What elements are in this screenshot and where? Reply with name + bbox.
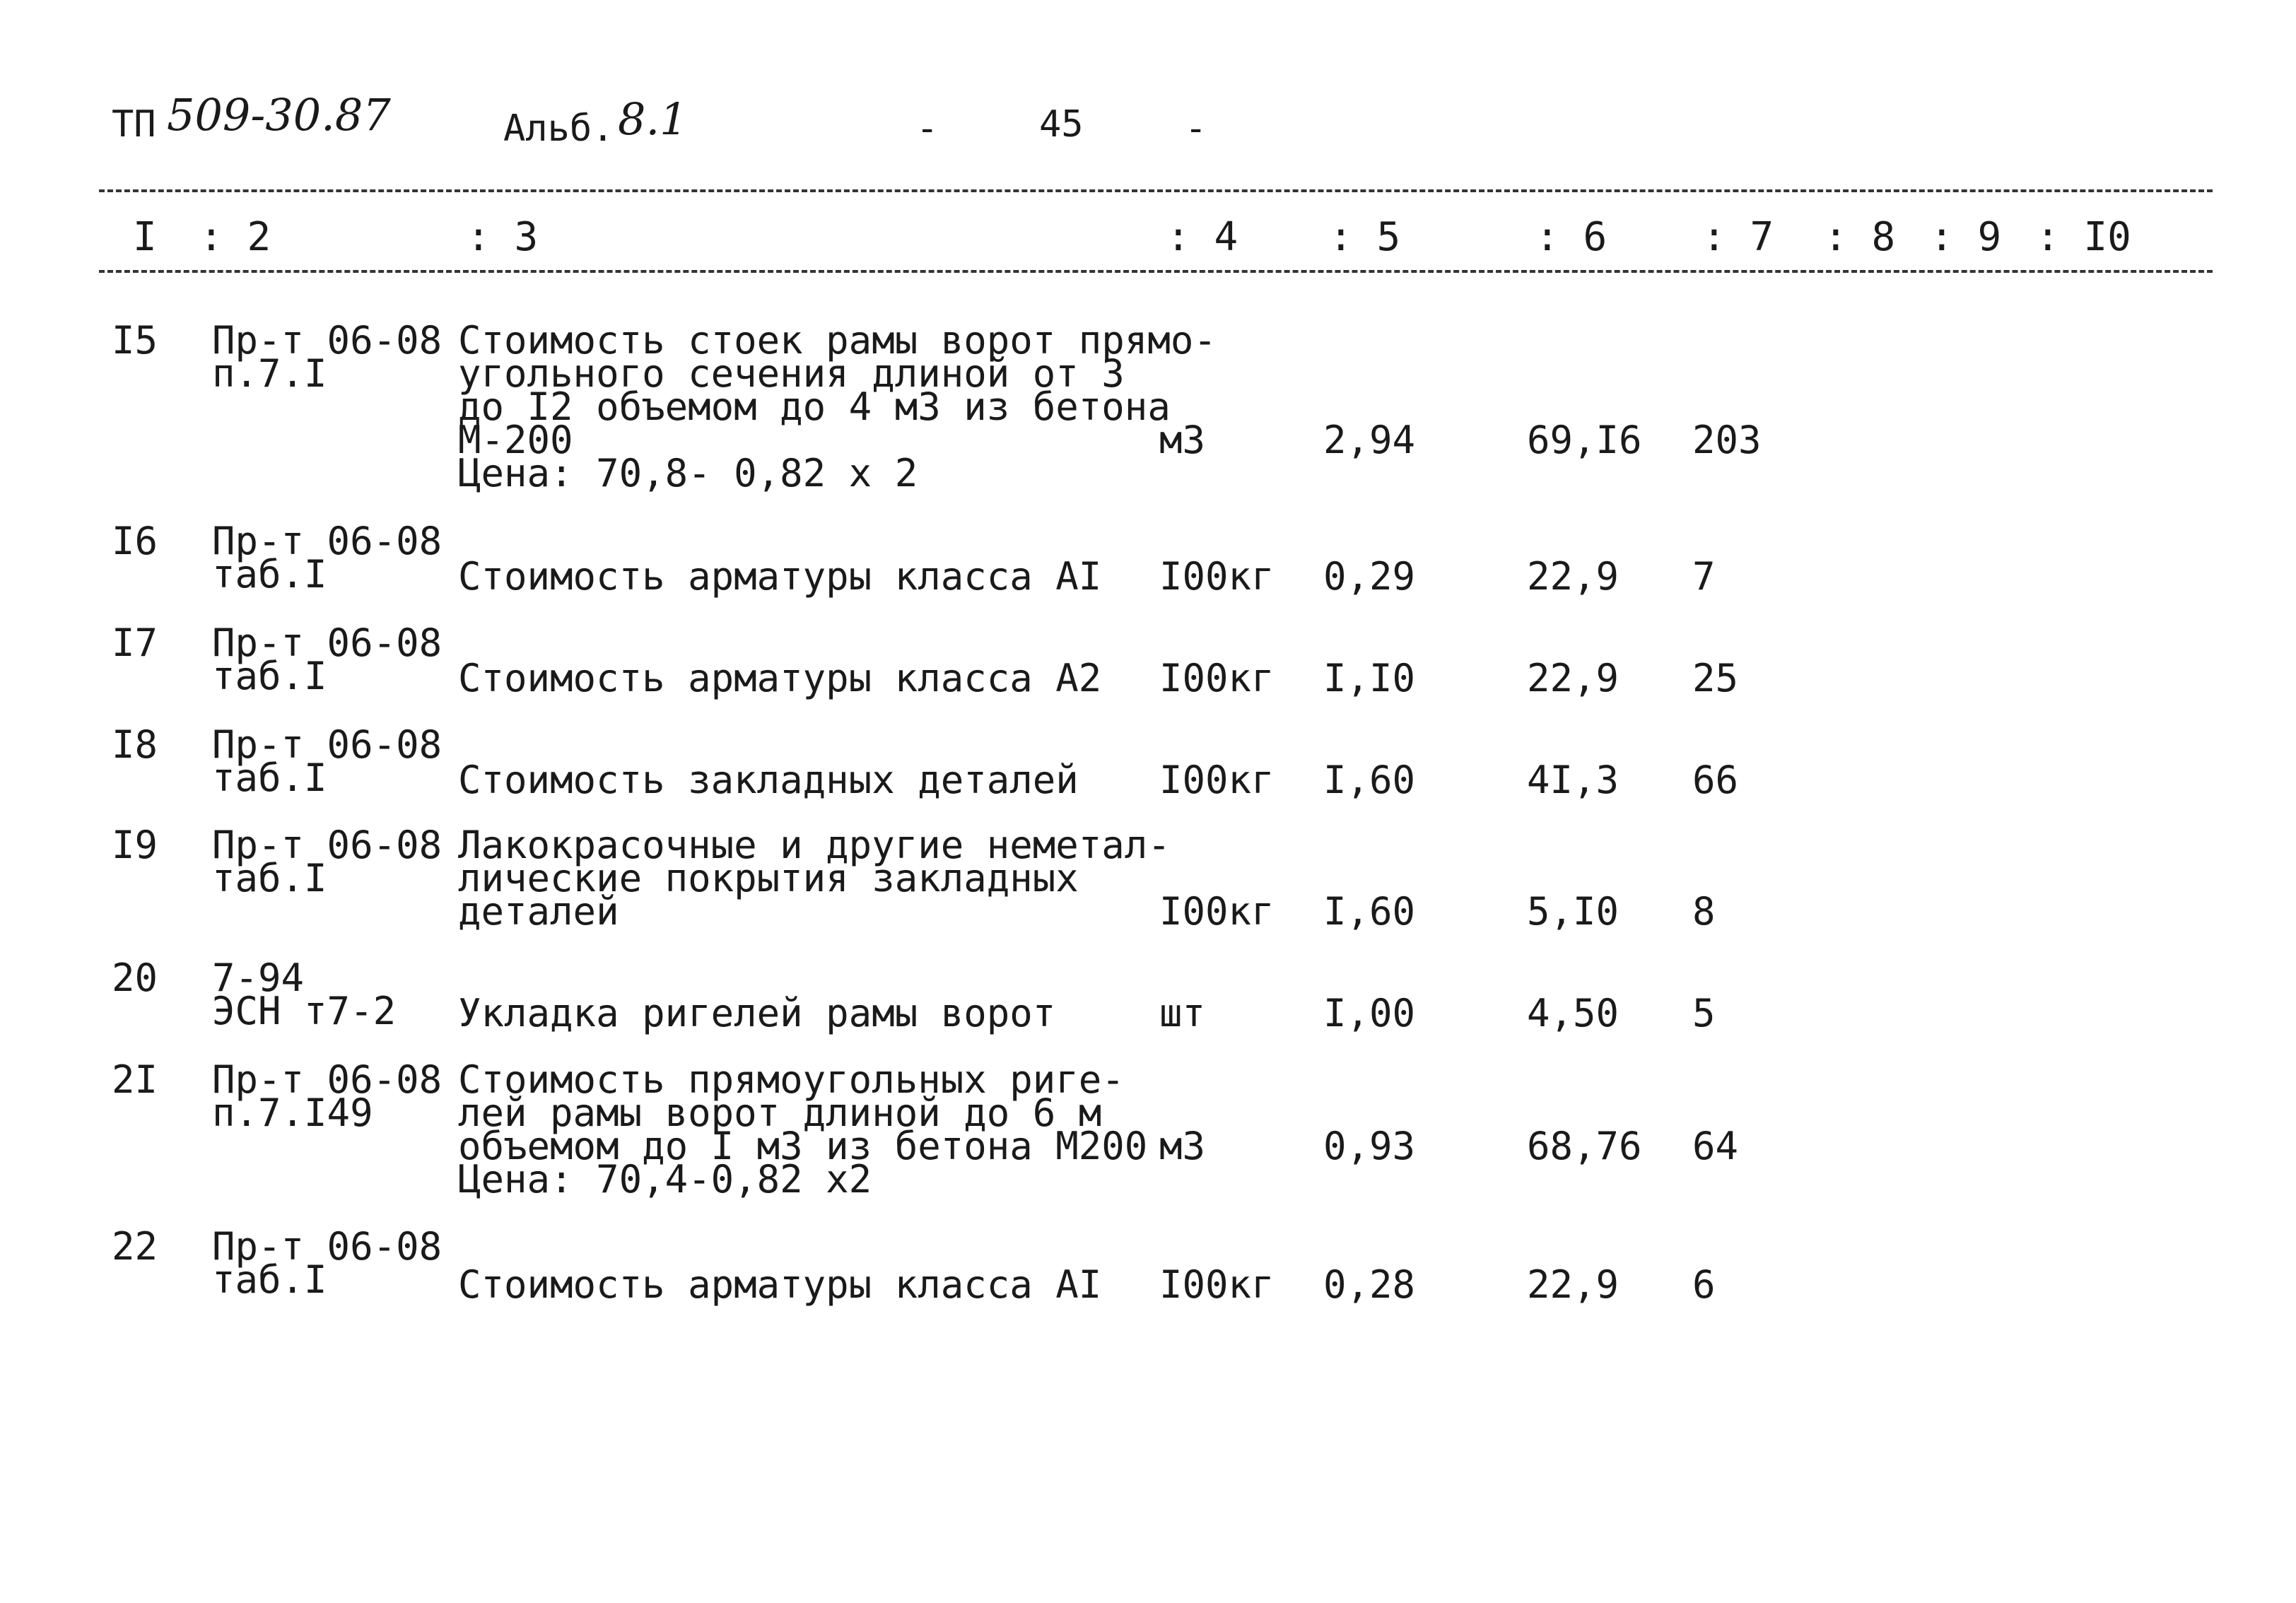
row-description-line: Стоимость арматуры класса АI <box>458 1262 1102 1307</box>
row-description-line: лей рамы ворот длиной до 6 м <box>458 1091 1102 1135</box>
row-total: 64 <box>1692 1124 1739 1168</box>
row-unit: I00кг <box>1159 656 1275 700</box>
doc-number-handwritten: 509-30.87 <box>167 89 391 141</box>
row-number: 20 <box>112 956 158 1000</box>
row-total: 8 <box>1692 889 1716 934</box>
column-number-9: : 9 <box>1930 214 2002 260</box>
row-unit: шт <box>1159 991 1206 1035</box>
row-description-line: Лакокрасочные и другие неметал- <box>458 823 1171 867</box>
row-description-line: Стоимость стоек рамы ворот прямо- <box>458 318 1217 363</box>
row-code-line: Пр-т 06-08 <box>212 621 443 665</box>
row-code-line: таб.I <box>212 1257 327 1302</box>
row-description-line: Стоимость арматуры класса АI <box>458 554 1102 599</box>
row-quantity: 2,94 <box>1323 418 1416 462</box>
row-quantity: I,I0 <box>1323 656 1416 700</box>
row-description-line: деталей <box>458 889 619 934</box>
row-description-line: Укладка ригелей рамы ворот <box>458 991 1056 1035</box>
row-code-line: таб.I <box>212 756 327 800</box>
row-quantity: 0,93 <box>1323 1124 1416 1168</box>
column-number-7: : 7 <box>1702 214 1774 260</box>
row-code-line: Пр-т 06-08 <box>212 1057 443 1102</box>
column-number-4: : 4 <box>1166 214 1238 260</box>
page-dash-left: - <box>916 107 939 150</box>
row-code-line: Пр-т 06-08 <box>212 823 443 867</box>
row-quantity: 0,28 <box>1323 1262 1416 1307</box>
row-unit-price: 68,76 <box>1527 1124 1642 1168</box>
row-total: 7 <box>1692 554 1716 599</box>
row-code-line: Пр-т 06-08 <box>212 722 443 767</box>
row-description-line: угольного сечения длиной от 3 <box>458 351 1125 396</box>
row-unit: м3 <box>1159 1124 1206 1168</box>
row-total: 5 <box>1692 991 1716 1035</box>
row-description-line: Стоимость арматуры класса А2 <box>458 656 1102 700</box>
row-code-line: таб.I <box>212 654 327 698</box>
row-unit-price: 22,9 <box>1527 1262 1620 1307</box>
row-code-line: Пр-т 06-08 <box>212 318 443 363</box>
album-prefix: Альб. <box>503 107 614 150</box>
row-quantity: I,60 <box>1323 889 1416 934</box>
row-code-line: п.7.I <box>212 351 327 396</box>
row-code-line: ЭСН т7-2 <box>212 989 397 1033</box>
row-number: I8 <box>112 722 158 767</box>
row-unit-price: 4I,3 <box>1527 758 1620 802</box>
row-unit: I00кг <box>1159 758 1275 802</box>
page-number: 45 <box>1039 103 1084 146</box>
row-code-line: Пр-т 06-08 <box>212 1224 443 1269</box>
row-number: 22 <box>112 1224 158 1269</box>
row-unit: I00кг <box>1159 1262 1275 1307</box>
row-description-line: Цена: 70,8- 0,82 х 2 <box>458 451 918 495</box>
column-number-6: : 6 <box>1535 214 1607 260</box>
row-number: I9 <box>112 823 158 867</box>
row-description-line: лические покрытия закладных <box>458 856 1079 900</box>
row-unit: I00кг <box>1159 889 1275 934</box>
row-code-line: 7-94 <box>212 956 305 1000</box>
row-total: 25 <box>1692 656 1739 700</box>
row-description-line: объемом до I м3 из бетона М200 <box>458 1124 1148 1168</box>
column-number-1: I <box>133 214 157 260</box>
row-description-line: М-200 <box>458 418 573 462</box>
column-header-divider <box>99 270 2213 273</box>
column-number-8: : 8 <box>1824 214 1896 260</box>
row-description-line: до I2 объемом до 4 м3 из бетона <box>458 384 1171 429</box>
row-total: 66 <box>1692 758 1739 802</box>
row-code-line: Пр-т 06-08 <box>212 519 443 563</box>
row-description-line: Стоимость закладных деталей <box>458 758 1079 802</box>
row-unit-price: 69,I6 <box>1527 418 1642 462</box>
album-number-handwritten: 8.1 <box>618 93 688 145</box>
row-unit: м3 <box>1159 418 1206 462</box>
row-code-line: таб.I <box>212 856 327 900</box>
row-description-line: Стоимость прямоугольных риге- <box>458 1057 1125 1102</box>
page-dash-right: - <box>1185 107 1207 150</box>
row-unit-price: 22,9 <box>1527 554 1620 599</box>
doc-prefix: ТП <box>112 103 156 146</box>
row-unit-price: 4,50 <box>1527 991 1620 1035</box>
row-code-line: таб.I <box>212 552 327 597</box>
column-number-2: : 2 <box>199 214 271 260</box>
row-code-line: п.7.I49 <box>212 1091 373 1135</box>
column-number-3: : 3 <box>467 214 539 260</box>
row-total: 6 <box>1692 1262 1716 1307</box>
row-unit-price: 5,I0 <box>1527 889 1620 934</box>
column-number-5: : 5 <box>1329 214 1401 260</box>
row-quantity: I,00 <box>1323 991 1416 1035</box>
column-number-10: : I0 <box>2036 214 2131 260</box>
row-total: 203 <box>1692 418 1762 462</box>
row-number: I6 <box>112 519 158 563</box>
row-number: I5 <box>112 318 158 363</box>
row-quantity: 0,29 <box>1323 554 1416 599</box>
row-quantity: I,60 <box>1323 758 1416 802</box>
document-header <box>0 0 2296 170</box>
row-number: I7 <box>112 621 158 665</box>
row-number: 2I <box>112 1057 158 1102</box>
row-description-line: Цена: 70,4-0,82 х2 <box>458 1157 872 1202</box>
row-unit: I00кг <box>1159 554 1275 599</box>
row-unit-price: 22,9 <box>1527 656 1620 700</box>
top-divider <box>99 189 2213 192</box>
